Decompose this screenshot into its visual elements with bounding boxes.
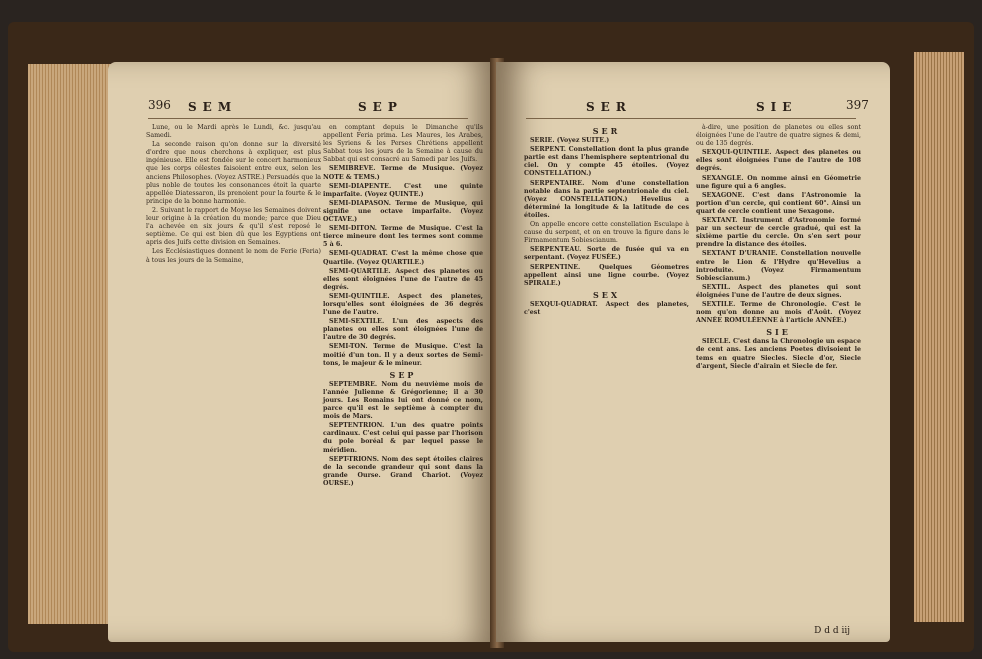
page-number-left: 396: [148, 98, 171, 112]
entry: SERPENT. Constellation dont la plus grande partie est dans l'hemisphere septentrional du ciel. On y compte 45 étoiles. (Voyez CONSTELLATION.): [524, 146, 689, 178]
page-number-right: 397: [846, 98, 869, 112]
paragraph: en comptant depuis le Dimanche qu'ils appellent Feria prima. Les Maures, les Arabes, les Syriens & les Perses Chrétiens appellent Sabbat tous les jours de la Semaine à cause du Sabbat qui est consacré au Samedi par les Juifs.: [323, 124, 483, 164]
entry: SERIE. (Voyez SUITE.): [530, 137, 610, 145]
entry: SEMI-DIAPENTE. C'est une quinte imparfaite. (Voyez QUINTE.): [323, 182, 483, 198]
paragraph: On appelle encore cette constellation Esculape à cause du serpent, et on en trouve la figure dans le Firmamentum Sobiescianum.: [524, 221, 689, 245]
entry: SEXQUI-QUINTILE. Aspect des planetes ou elles sont éloignées l'une de l'autre de 108 degrés.: [696, 149, 861, 173]
entry: SERPENTAIRE. Nom d'une constellation notable dans la partie septentrionale du ciel. (Voyez CONSTELLATION.) Hevelius a déterminé la longitude & la latitude de ces étoiles.: [524, 179, 689, 219]
signature-mark: D d d iij: [814, 626, 850, 636]
entry: SEMI-QUARTILE. Aspect des planetes ou elles sont éloignées l'une de l'autre de 45 degrés.: [323, 267, 483, 291]
entry: SIECLE. C'est dans la Chronologie un espace de cent ans. Les anciens Poetes divisoient le tems en quatre Siecles. Siecle d'or, Siecle d'argent, Siecle d'airain et Siecle de fer.: [696, 338, 861, 370]
entry: SEMI-DIAPASON. Terme de Musique, qui signifie une octave imparfaite. (Voyez OCTAVE.): [323, 199, 483, 224]
entry: SEXAGONE. C'est dans l'Astronomie la portion d'un cercle, qui contient 60°. Ainsi un quart de cercle contient une Sexagone.: [696, 191, 861, 215]
paragraph: Les Ecclésiastiques donnent le nom de Ferie (Feria) à tous les jours de la Semaine,: [146, 248, 321, 264]
entry: SEXTANT. Instrument d'Astronomie formé par un secteur de cercle gradué, qui est la sixième partie du cercle. On s'en sert pour prendre la distance des étoiles.: [696, 217, 861, 249]
paragraph: La seconde raison qu'on donne sur la diversité d'ordre que nous cherchons à expliquer, est plus ingénieuse. Elle est fondée sur le concert harmonieux que les corps célestes faisoient entre eux, selon les anciens Philosophes. (Voyez ASTRE.) Persuadés que la plus noble de toutes les consonances étoit la quarte appellée Diatessaron, ils prenoient pour la fourte & le principe de la bonne harmonie.: [146, 141, 321, 205]
entry: SEXANGLE. On nomme ainsi en Géometrie une figure qui a 6 angles.: [696, 174, 861, 190]
left-column-2: [323, 124, 483, 489]
page-edges-right: [914, 52, 964, 622]
right-column-1: [524, 124, 689, 318]
running-head-sep: SEP: [358, 100, 403, 114]
entry: SEPTENTRION. L'un des quatre points cardinaux. C'est celui qui passe par l'horison du pole boréal & par lequel passe le méridien.: [323, 422, 483, 454]
entry: SEMI-DITON. Terme de Musique. C'est la tierce mineure dont les termes sont comme 5 à 6.: [323, 225, 483, 249]
entry: SEPTEMBRE. Nom du neuvième mois de l'année Julienne & Grégorienne; il a 30 jours. Les Romains lui ont donné ce nom, parce qu'il est le septième à compter du mois de Mars.: [323, 380, 483, 421]
running-head-sie: SIE: [756, 100, 798, 114]
entry: SEPT-TRIONS. Nom des sept étoiles claires de la seconde grandeur qui sont dans la grande Ourse. Grand Chariot. (Voyez OURSE.): [323, 455, 483, 487]
section-heading-sie: SIE: [766, 327, 791, 338]
entry: SERPENTEAU. Sorte de fusée qui va en serpentant. (Voyez FUSÉE.): [524, 246, 689, 262]
section-heading-sex: SEX: [592, 289, 621, 300]
left-page: [108, 62, 498, 642]
paragraph: Lune, ou le Mardi après le Lundi, &c. jusqu'au Samedi.: [146, 124, 321, 140]
entry: SEMI-TON. Terme de Musique. C'est la moitié d'un ton. Il y a deux sortes de Semi-tons, le majeur & le mineur.: [323, 343, 483, 367]
header-rule: [526, 118, 856, 119]
entry: SEMIBREVE. Terme de Musique. (Voyez NOTE & TEMS.): [323, 165, 483, 181]
left-column-1: [146, 124, 321, 266]
entry: SEXQUI-QUADRAT. Aspect des planetes, c'est: [524, 300, 689, 316]
entry: SEMI-QUADRAT. C'est la même chose que Quartile. (Voyez QUARTILE.): [323, 250, 483, 266]
right-column-2: [696, 124, 861, 372]
entry: SEMI-QUINTILE. Aspect des planetes, lorsqu'elles sont éloignées de 36 degrés l'une de l'autre.: [323, 292, 483, 317]
right-page: [496, 62, 890, 642]
book: [8, 22, 974, 652]
running-head-sem: SEM: [188, 100, 238, 114]
entry: SEMI-SEXTILE. L'un des aspects des planetes ou elles sont éloignées l'une de l'autre de 30 degrés.: [323, 318, 483, 342]
paragraph: 2. Suivant le rapport de Moyse les Semaines doivent leur origine à la création du monde; parce que Dieu l'a achevée en six jours & qu'il s'est reposé le septième. Ce qui est bien dû que les Egyptiens ont apris des Juifs cette division en Semaines.: [146, 206, 321, 247]
entry: SERPENTINE. Quelques Géometres appellent ainsi une ligne courbe. (Voyez SPIRALE.): [524, 263, 689, 287]
paragraph: à-dire, une position de planetes ou elles sont éloignées l'une de l'autre de quatre signes & demi, ou de 135 degrés.: [696, 124, 861, 148]
entry: SEXTILE. Terme de Chronologie. C'est le nom qu'on donne au mois d'Août. (Voyez ANNÉE ROMULÉENNE à l'article ANNÉE.): [696, 300, 861, 325]
entry: SEXTANT D'URANIE. Constellation nouvelle entre le Lion & l'Hydre qu'Hevelius a introduite. (Voyez Firmamentum Sobiescianum.): [696, 250, 861, 282]
section-heading-sep: SEP: [389, 369, 417, 380]
section-heading-ser: SER: [592, 126, 621, 136]
header-rule: [148, 118, 468, 119]
entry: SEXTIL. Aspect des planetes qui sont éloignées l'une de l'autre de deux signes.: [696, 283, 861, 299]
running-head-ser: SER: [586, 100, 632, 114]
page-edges-left: [28, 64, 116, 624]
